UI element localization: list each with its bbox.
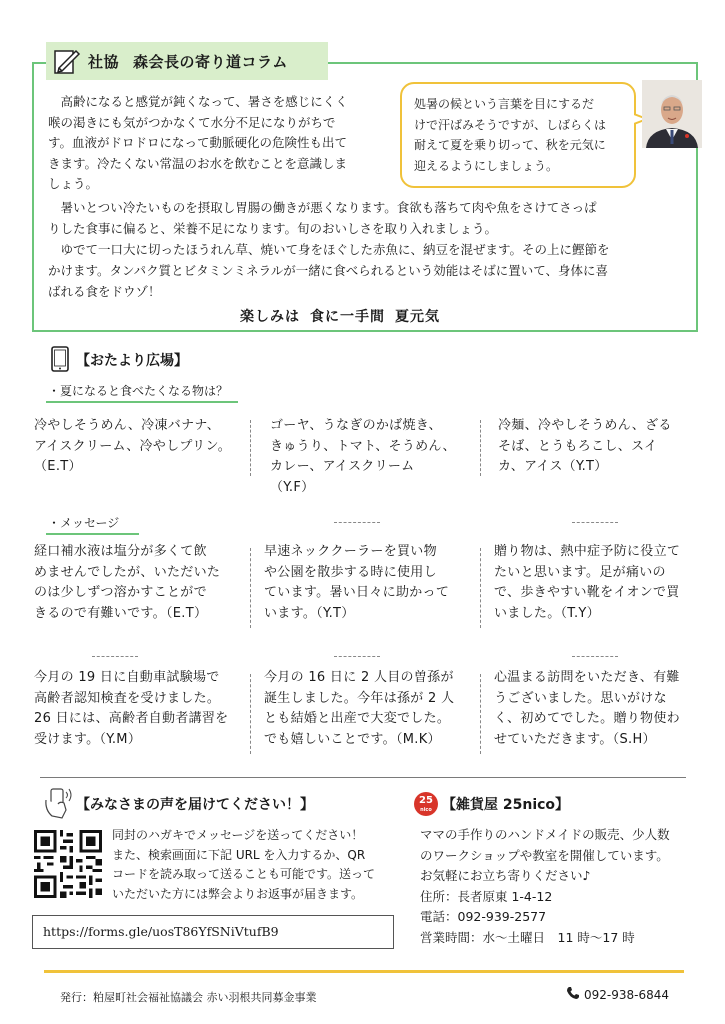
qr-code[interactable] xyxy=(34,830,102,898)
column-title: 社協 森会長の寄り道コラム xyxy=(88,52,288,71)
footer-publisher: 発行：粕屋町社会福祉協議会 赤い羽根共同募金事業 xyxy=(60,991,317,1004)
column-line: かけます。タンパク質とビタミンミネラルが一緒に食べられるという効能はそばに置いて、身体に喜 xyxy=(48,263,609,278)
column-line: きます。冷たくない常温のお水を飲むことを意識しま xyxy=(48,155,348,171)
message-card: 今月の 19 日に自動車試験場で 高齢者認知検査を受けました。 26 日には、高齢者自動者講習を 受けます。（Y.M） xyxy=(34,670,229,747)
footer-bar xyxy=(44,970,684,973)
phone-icon xyxy=(50,346,70,372)
speech-bubble xyxy=(400,82,636,188)
otayori-title: 【おたより広場】 xyxy=(76,353,188,369)
telephone-icon xyxy=(566,986,580,1000)
column-line: 高齢になると感覚が鈍くなって、暑さを感じにくく xyxy=(60,94,348,109)
divider xyxy=(250,548,251,628)
divider xyxy=(480,420,481,476)
divider xyxy=(572,522,618,523)
answer-card: 冷麺、冷やしそうめん、ざる そば、とうもろこし、スイ カ、アイス（Y.T） xyxy=(498,418,672,474)
voice-title: 【みなさまの声を届けてください！】 xyxy=(76,797,314,813)
answer-card: 冷やしそうめん、冷凍バナナ、 アイスクリーム、冷やしプリン。 （E.T） xyxy=(34,418,232,474)
column-line: りした食事に偏ると、栄養不足になります。旬のおいしさを取り入れましょう。 xyxy=(48,221,498,236)
survey-url-link[interactable]: https://forms.gle/uosT86YfSNiVtufB9 xyxy=(32,915,394,949)
nico-text: ママの手作りのハンドメイドの販売、少人数 のワークショップや教室を開催しています。 お気軽にお立ち寄りください♪ 住所：長者原東 1-4-12 電話：092-939-2577 営業時間：水～土曜日 11 時～17 時 xyxy=(420,827,670,945)
column-header xyxy=(46,42,328,80)
divider xyxy=(334,522,380,523)
speech-line: けで汗ばみそうですが、しばらくは xyxy=(414,117,607,132)
speech-line: 処暑の候という言葉を目にするだ xyxy=(414,97,595,111)
nico-title: 【雑貨屋 25nico】 xyxy=(442,797,570,813)
divider xyxy=(334,656,380,657)
divider xyxy=(250,674,251,754)
message-card: 心温まる訪問をいただき、有難 うございました。思いがけな く、初めてでした。贈り物使わ せていただきます。（S.H） xyxy=(494,670,680,747)
message-card: 早速ネッククーラーを買い物 や公園を散歩する時に使用し ています。暑い日々に助かって います。（Y.T） xyxy=(264,544,450,621)
hand-phone-icon xyxy=(42,786,74,820)
divider xyxy=(92,656,138,657)
column-line: 喉の渇きにも気がつかなくて水分不足になりがちで xyxy=(48,114,336,130)
message-card: 経口補水液は塩分が多くて飲 めませんでしたが、いただいた のは少しずつ溶かすことがで きるので有難いです。（E.T） xyxy=(34,544,221,621)
voice-text: 同封のハガキでメッセージを送ってください！ また、検索画面に下記 URL を入力するか、QR コードを読み取って送ることも可能です。送って いただいた方には弊会よりお返事が届きます。 xyxy=(112,828,376,901)
speech-line: 耐えて夏を乗り切って、秋を元気に xyxy=(414,138,606,152)
column-line: す。血液がドロドロになって動脈硬化の危険性も出て xyxy=(48,135,348,150)
nico-logo-badge: 25 nico xyxy=(414,792,438,816)
slogan: 楽しみは 食に一手間 夏元気 xyxy=(240,309,440,325)
speech-line: 迎えるようにしましょう。 xyxy=(414,158,559,173)
column-line: 暑いとつい冷たいものを摂取し胃腸の働きが悪くなります。食欲も落ちて肉や魚をさけてさっぱ xyxy=(60,200,597,215)
message-card: 今月の 16 日に 2 人目の曽孫が 誕生しました。今年は孫が 2 人 とも結婚と出産で大変でした。 でも嬉しいことです。（M.K） xyxy=(264,670,455,747)
column-body-wide xyxy=(48,197,688,302)
column-body xyxy=(48,92,400,195)
divider xyxy=(480,548,481,628)
footer-tel[interactable]: 092-938-6844 xyxy=(584,988,670,1002)
answer-card: ゴーヤ、うなぎのかば焼き、 きゅうり、トマト、そうめん、 カレー、アイスクリーム （Y.F） xyxy=(270,418,456,495)
portrait-photo xyxy=(642,80,702,148)
column-line: ばれる食をドウゾ！ xyxy=(48,284,161,299)
column-line: しょう。 xyxy=(48,176,99,191)
section-separator xyxy=(40,777,686,778)
column-line: ゆでて一口大に切ったほうれん草、焼いて身をほぐした赤魚に、納豆を混ぜます。その上に鰹節を xyxy=(60,242,610,257)
divider xyxy=(480,674,481,754)
question-label: ・夏になると食べたくなる物は？ xyxy=(48,382,228,399)
message-label: ・メッセージ xyxy=(48,514,119,531)
divider xyxy=(250,420,251,476)
message-card: 贈り物は、熱中症予防に役立て たいと思います。足が痛いの で、歩きやすい靴をイオンで買 いました。（T.Y） xyxy=(494,544,681,621)
pen-paper-icon xyxy=(52,46,82,76)
divider xyxy=(572,656,618,657)
